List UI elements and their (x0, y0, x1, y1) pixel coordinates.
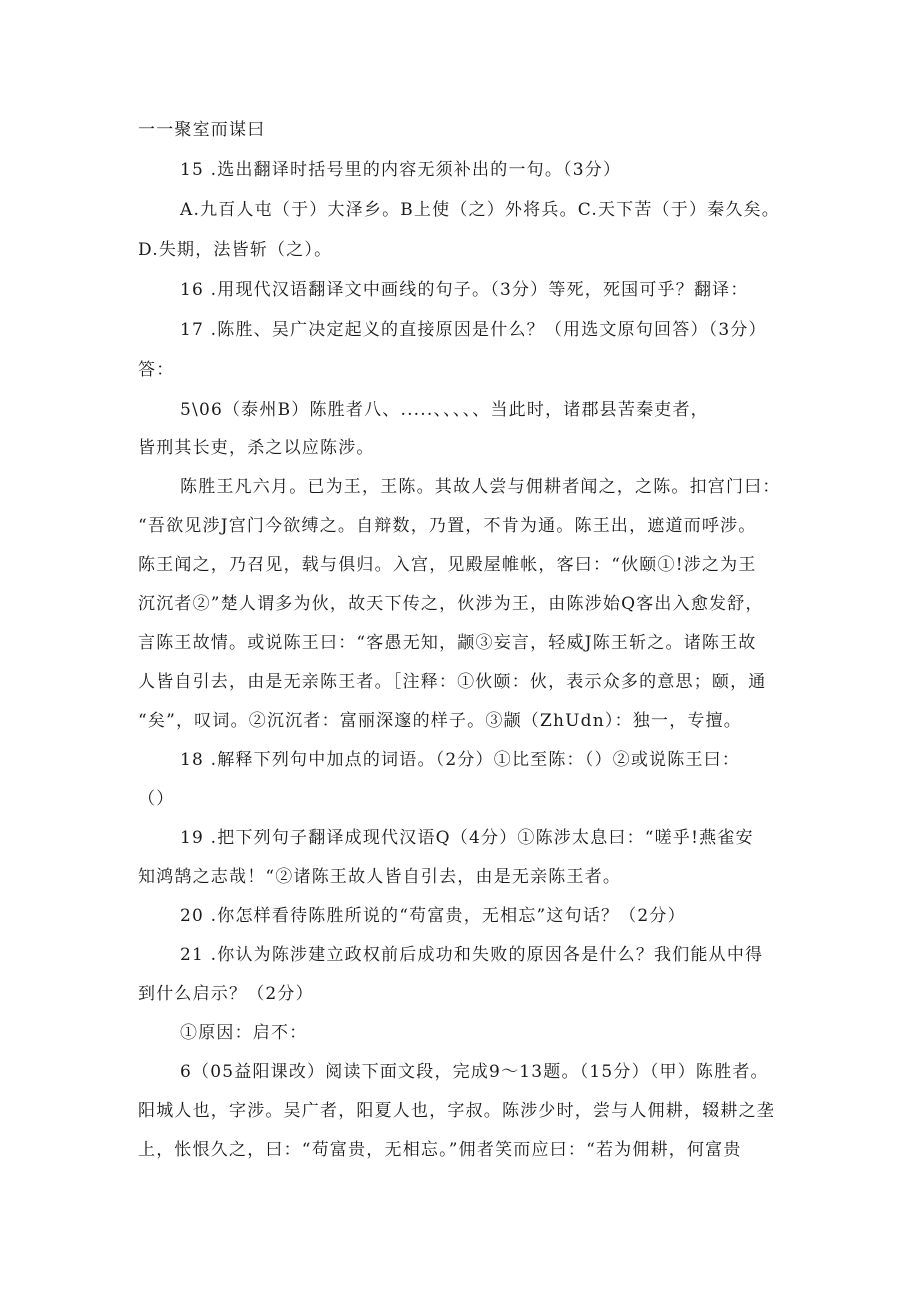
text-line: 一一聚室而谋曰 (138, 120, 266, 140)
passage-5-heading: 5\06（泰州B）陈胜者八、.....、、、、、当此时，诸郡县苦秦吏者， (180, 400, 709, 420)
question-15-option-d: D.失期，法皆斩（之）。 (138, 240, 333, 260)
passage-line: 言陈王故情。或说陈王曰：“客愚无知，颛③妄言，轻威J陈王斩之。诸陈王故 (138, 633, 757, 653)
passage-line: “吾欲见涉J宫门今欲缚之。自辩数，乃置，不肯为通。陈王出，遮道而呼涉。 (138, 516, 757, 536)
answer-reason: ①原因：启不： (180, 1023, 308, 1043)
passage-line: 阳城人也，字涉。吴广者，阳夏人也，字叔。陈涉少时，尝与人佣耕，辍耕之垄 (138, 1101, 775, 1121)
question-17: 17 .陈胜、吴广决定起义的直接原因是什么？（用选文原句回答）（3分） (180, 320, 767, 340)
question-21-cont: 到什么启示？（2分） (138, 984, 314, 1004)
passage-6-heading: 6（05益阳课改）阅读下面文段，完成9～13题。（15分）（甲）陈胜者。 (180, 1062, 769, 1082)
question-19-cont: 知鸿鹄之志哉！“②诸陈王故人皆自引去，由是无亲陈王者。 (138, 867, 622, 887)
question-20: 20 .你怎样看待陈胜所说的“苟富贵，无相忘”这句话？（2分） (180, 906, 686, 926)
passage-notes: 人皆自引去，由是无亲陈王者。［注释：①伙颐：伙，表示众多的意思；颐，通 (138, 672, 767, 692)
question-21: 21 .你认为陈涉建立政权前后成功和失败的原因各是什么？我们能从中得 (180, 945, 764, 965)
passage-line: 陈王闻之，乃召见，载与俱归。入宫，见殿屋帷帐，客曰：“伙颐①!涉之为王 (138, 555, 757, 575)
passage-notes: “矣”，叹词。②沉沉者：富丽深邃的样子。③颛（ZhUdn）：独一，专擅。 (138, 711, 742, 731)
question-15-options-a-c: A.九百人屯（于）大泽乡。B上使（之）外将兵。C.天下苦（于）秦久矣。 (180, 200, 780, 220)
passage-line: 陈胜王凡六月。已为王，王陈。其故人尝与佣耕者闻之，之陈。扣宫门曰： (180, 477, 781, 497)
question-19: 19 .把下列句子翻译成现代汉语Q（4分）①陈涉太息曰：“嗟乎!燕雀安 (180, 828, 754, 848)
question-18: 18 .解释下列句中加点的词语。（2分）①比至陈：（）②或说陈王曰： (180, 750, 741, 770)
question-16: 16 .用现代汉语翻译文中画线的句子。（3分）等死，死国可乎？翻译： (180, 280, 749, 300)
answer-label: 答： (138, 360, 175, 380)
question-15: 15 .选出翻译时括号里的内容无须补出的一句。（3分） (180, 160, 622, 180)
question-18-blank: （） (138, 789, 175, 809)
passage-line: 沉沉者②”楚人谓多为伙，故天下传之，伙涉为王，由陈涉始Q客出入愈发舒， (138, 594, 764, 614)
passage-line: 皆刑其长吏，杀之以应陈涉。 (138, 438, 375, 458)
passage-line: 上，怅恨久之，曰：“苟富贵，无相忘。”佣者笑而应曰：“若为佣耕，何富贵 (138, 1140, 742, 1160)
